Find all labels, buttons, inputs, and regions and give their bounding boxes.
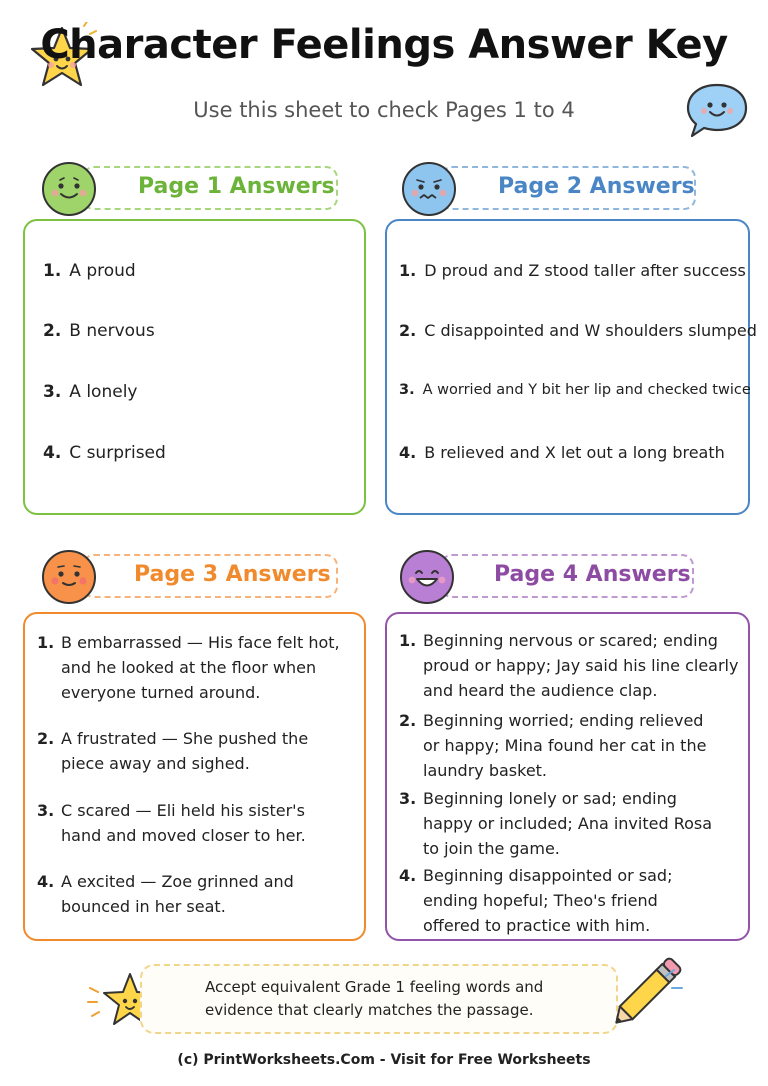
- note-text: Accept equivalent Grade 1 feeling words and evidence that clearly matches the passage.: [205, 978, 544, 1019]
- list-item: 3. C scared — Eli held his sister's hand and moved closer to her.: [37, 801, 306, 845]
- answers-box-page-2: [385, 219, 757, 515]
- section-title: Page 4 Answers: [494, 562, 691, 587]
- list-item: 2. C disappointed and W shoulders slumped: [399, 321, 757, 340]
- pencil-icon: [598, 948, 694, 1038]
- list-item: 4. B relieved and X let out a long breath: [399, 443, 725, 462]
- list-item: 2. Beginning worried; ending relieved or happy; Mina found her cat in the laundry basket.: [399, 711, 707, 780]
- section-header-page-2: [400, 160, 700, 216]
- list-item: 1. A proud: [43, 261, 136, 281]
- shy-face-icon: [40, 548, 98, 606]
- list-item: 1. D proud and Z stood taller after success: [399, 261, 746, 280]
- list-item: 2. A frustrated — She pushed the piece away and sighed.: [37, 729, 309, 773]
- list-item: 2. B nervous: [43, 321, 155, 341]
- section-header-page-3: [40, 548, 340, 604]
- list-item: 1. Beginning nervous or scared; ending proud or happy; Jay said his line clearly and heard the audience clap.: [399, 631, 739, 700]
- answers-box-page-4: [385, 612, 750, 941]
- list-item: 3. A lonely: [43, 382, 138, 402]
- list-item: 4. C surprised: [43, 443, 166, 463]
- answers-box-page-3: [23, 612, 366, 941]
- list-item: 4. Beginning disappointed or sad; ending hopeful; Theo's friend offered to practice with him.: [399, 866, 673, 935]
- section-title: Page 3 Answers: [134, 562, 331, 587]
- section-header-page-1: [40, 160, 340, 216]
- footer-credit: (c) PrintWorksheets.Com - Visit for Free Worksheets: [177, 1052, 591, 1068]
- list-item: 4. A excited — Zoe grinned and bounced in her seat.: [37, 872, 294, 916]
- section-title: Page 2 Answers: [498, 174, 695, 199]
- list-item: 3. A worried and Y bit her lip and checked twice: [399, 382, 751, 398]
- worried-face-icon: [400, 160, 458, 218]
- list-item: 1. B embarrassed — His face felt hot, and he looked at the floor when everyone turned around.: [37, 633, 340, 702]
- section-title: Page 1 Answers: [138, 174, 335, 199]
- page-subtitle: Use this sheet to check Pages 1 to 4: [193, 98, 575, 122]
- answers-box-page-1: [23, 219, 366, 515]
- speech-bubble-icon: [684, 80, 750, 140]
- section-header-page-4: [398, 548, 698, 604]
- happy-face-icon: [40, 160, 98, 218]
- grin-face-icon: [398, 548, 456, 606]
- list-item: 3. Beginning lonely or sad; ending happy or included; Ana invited Rosa to join the game.: [399, 789, 713, 858]
- page-title: Character Feelings Answer Key: [40, 22, 728, 68]
